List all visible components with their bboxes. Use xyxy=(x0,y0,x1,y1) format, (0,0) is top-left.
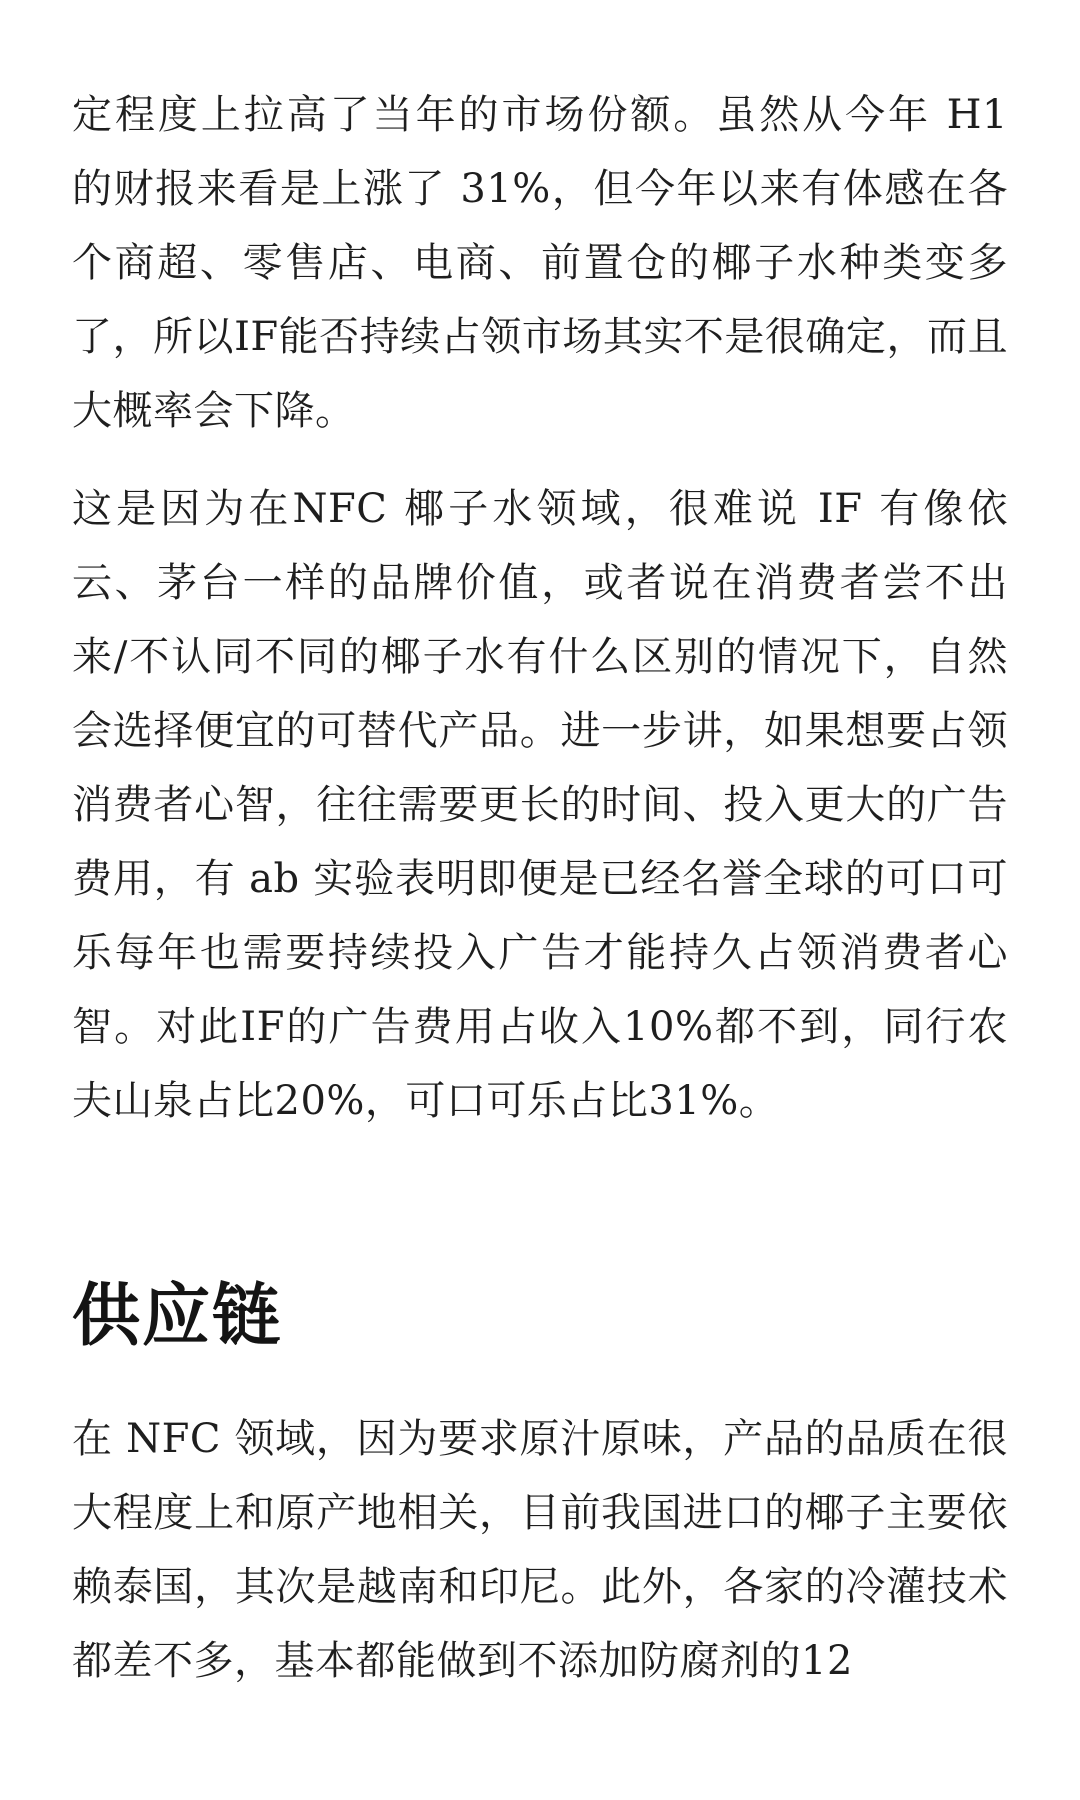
section-title-supply-chain: 供应链 xyxy=(72,1276,283,1356)
article-body xyxy=(72,78,1008,1698)
paragraph-brand-value: 这是因为在NFC 椰子水领域，很难说 IF 有像依云、茅台一样的品牌价值，或者说在消费者尝不出来/不认同不同的椰子水有什么区别的情况下，自然会选择便宜的可替代产品。进一步讲，如果想要占领消费者心智，往往需要更长的时间、投入更大的广告费用，有 ab 实验表明即便是已经名誉全球的可口可乐每年也需要持续投入广告才能持久占领消费者心智。对此IF的广告费用占收入10%都不到，同行农夫山泉占比20%，可口可乐占比31%。 xyxy=(72,486,1008,1124)
paragraph-supply-chain: 在 NFC 领域，因为要求原汁原味，产品的品质在很大程度上和原产地相关，目前我国进口的椰子主要依赖泰国，其次是越南和印尼。此外，各家的冷灌技术都差不多，基本都能做到不添加防腐剂的12 xyxy=(72,1416,1008,1684)
paragraph-market-share: 定程度上拉高了当年的市场份额。虽然从今年 H1 的财报来看是上涨了 31%，但今年以来有体感在各个商超、零售店、电商、前置仓的椰子水种类变多了，所以IF能否持续占领市场其实不是很确定，而且大概率会下降。 xyxy=(72,92,1008,434)
